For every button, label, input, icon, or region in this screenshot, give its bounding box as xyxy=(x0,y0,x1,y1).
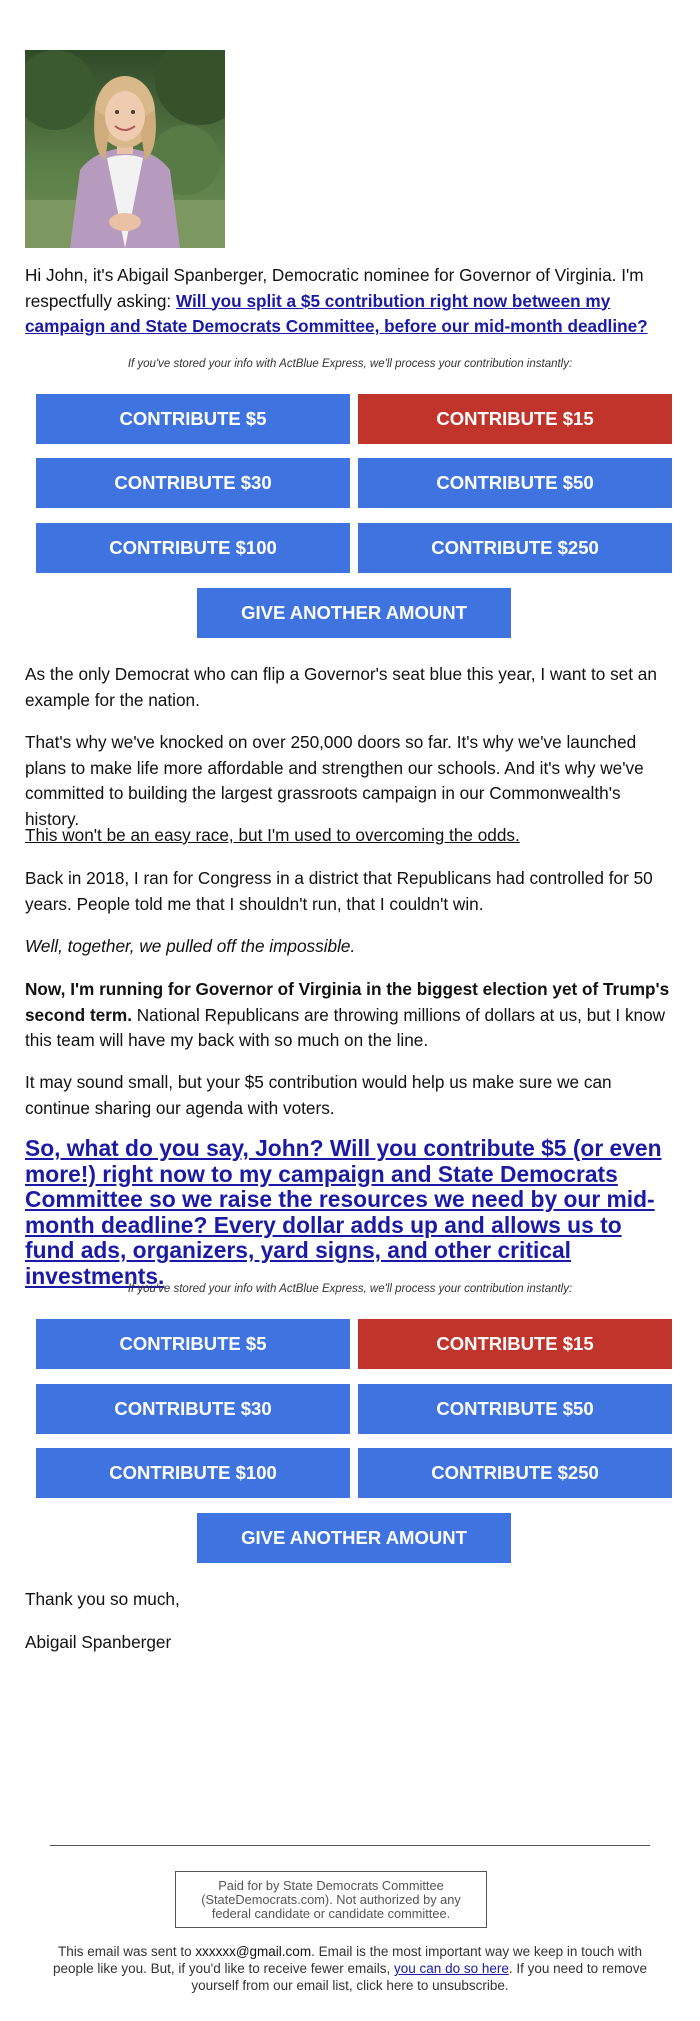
italic-statement: Well, together, we pulled off the impossible. xyxy=(25,936,356,956)
contribute-15-button[interactable]: CONTRIBUTE $15 xyxy=(358,394,672,444)
paid-for-disclaimer xyxy=(175,1871,487,1928)
bold-statement: Now, I'm running for Governor of Virginia in the biggest election yet of Trump's second term. xyxy=(25,979,670,1025)
body-paragraph-4: Back in 2018, I ran for Congress in a district that Republicans had controlled for 50 years. People told me that I shouldn't run, that I couldn't win. xyxy=(25,868,653,914)
body-paragraph-2: That's why we've knocked on over 250,000 doors so far. It's why we've launched plans to make life more affordable and strengthen our schools. And it's why we've committed to building the largest grassroots campaign in our Commonwealth's history. xyxy=(25,732,644,829)
actblue-express-note: If you've stored your info with ActBlue Express, we'll process your contribution instantly: xyxy=(127,358,573,370)
contribute-250-button-2[interactable]: CONTRIBUTE $250 xyxy=(358,1448,672,1498)
candidate-photo-image xyxy=(25,50,225,248)
body-paragraph-6 xyxy=(25,977,670,1054)
contribute-15-button-2[interactable]: CONTRIBUTE $15 xyxy=(358,1319,672,1369)
body-paragraph-7: It may sound small, but your $5 contribution would help us make sure we can continue sharing our agenda with voters. xyxy=(25,1072,612,1118)
contribute-250-button[interactable]: CONTRIBUTE $250 xyxy=(358,523,672,573)
footer-part-2: . Email is the most important way we keep in touch with people like you. But, if you'd like to receive fewer emails, xyxy=(53,1944,642,1976)
body-paragraph-3 xyxy=(25,823,670,849)
candidate-photo xyxy=(25,50,225,248)
contribute-30-button[interactable]: CONTRIBUTE $30 xyxy=(36,458,350,508)
paid-for-text: Paid for by State Democrats Committee (StateDemocrats.com). Not authorized by any federal candidate or candidate committee. xyxy=(201,1877,461,1921)
fewer-emails-link[interactable]: you can do so here xyxy=(394,1961,509,1976)
unsubscribe-text[interactable]: . If you need to remove yourself from our email list, click here to unsubscribe. xyxy=(191,1961,647,1993)
big-ask-link[interactable]: So, what do you say, John? Will you contribute $5 (or even more!) right now to my campaign and State Democrats Committee so we raise the resources we need by our mid-month deadline? Every dollar adds up and allows us to fund ads, organizers, yard signs, and other critical investments. xyxy=(25,1135,662,1289)
actblue-express-note-2: If you've stored your info with ActBlue Express, we'll process your contribution instantly: xyxy=(127,1283,573,1295)
body-paragraph-5 xyxy=(25,934,670,960)
intro-text: Hi John, it's Abigail Spanberger, Democratic nominee for Governor of Virginia. I'm respectfully asking: xyxy=(25,265,644,311)
contribute-100-button[interactable]: CONTRIBUTE $100 xyxy=(36,523,350,573)
closing-signature: Abigail Spanberger xyxy=(25,1632,172,1652)
contribute-30-button-2[interactable]: CONTRIBUTE $30 xyxy=(36,1384,350,1434)
intro-paragraph xyxy=(25,263,670,340)
contribute-100-button-2[interactable]: CONTRIBUTE $100 xyxy=(36,1448,350,1498)
footer-divider xyxy=(50,1845,650,1846)
closing-thanks: Thank you so much, xyxy=(25,1589,180,1609)
underlined-statement: This won't be an easy race, but I'm used to overcoming the odds. xyxy=(25,825,520,845)
footer-part-1: This email was sent to xyxy=(58,1944,196,1959)
give-another-amount-button[interactable]: GIVE ANOTHER AMOUNT xyxy=(197,588,511,638)
body-paragraph-6-rest: National Republicans are throwing millions of dollars at us, but I know this team will have my back with so much on the line. xyxy=(25,1004,666,1050)
contribute-5-button-2[interactable]: CONTRIBUTE $5 xyxy=(36,1319,350,1369)
contribute-50-button-2[interactable]: CONTRIBUTE $50 xyxy=(358,1384,672,1434)
give-another-amount-button-2[interactable]: GIVE ANOTHER AMOUNT xyxy=(197,1513,511,1563)
body-paragraph-1: As the only Democrat who can flip a Governor's seat blue this year, I want to set an example for the nation. xyxy=(25,664,657,710)
recipient-email: xxxxxx@gmail.com xyxy=(195,1944,312,1959)
footer-text xyxy=(40,1943,660,1994)
contribute-5-button[interactable]: CONTRIBUTE $5 xyxy=(36,394,350,444)
intro-ask-link[interactable]: Will you split a $5 contribution right now between my campaign and State Democrats Committee, before our mid-month deadline? xyxy=(25,290,648,336)
contribute-50-button[interactable]: CONTRIBUTE $50 xyxy=(358,458,672,508)
